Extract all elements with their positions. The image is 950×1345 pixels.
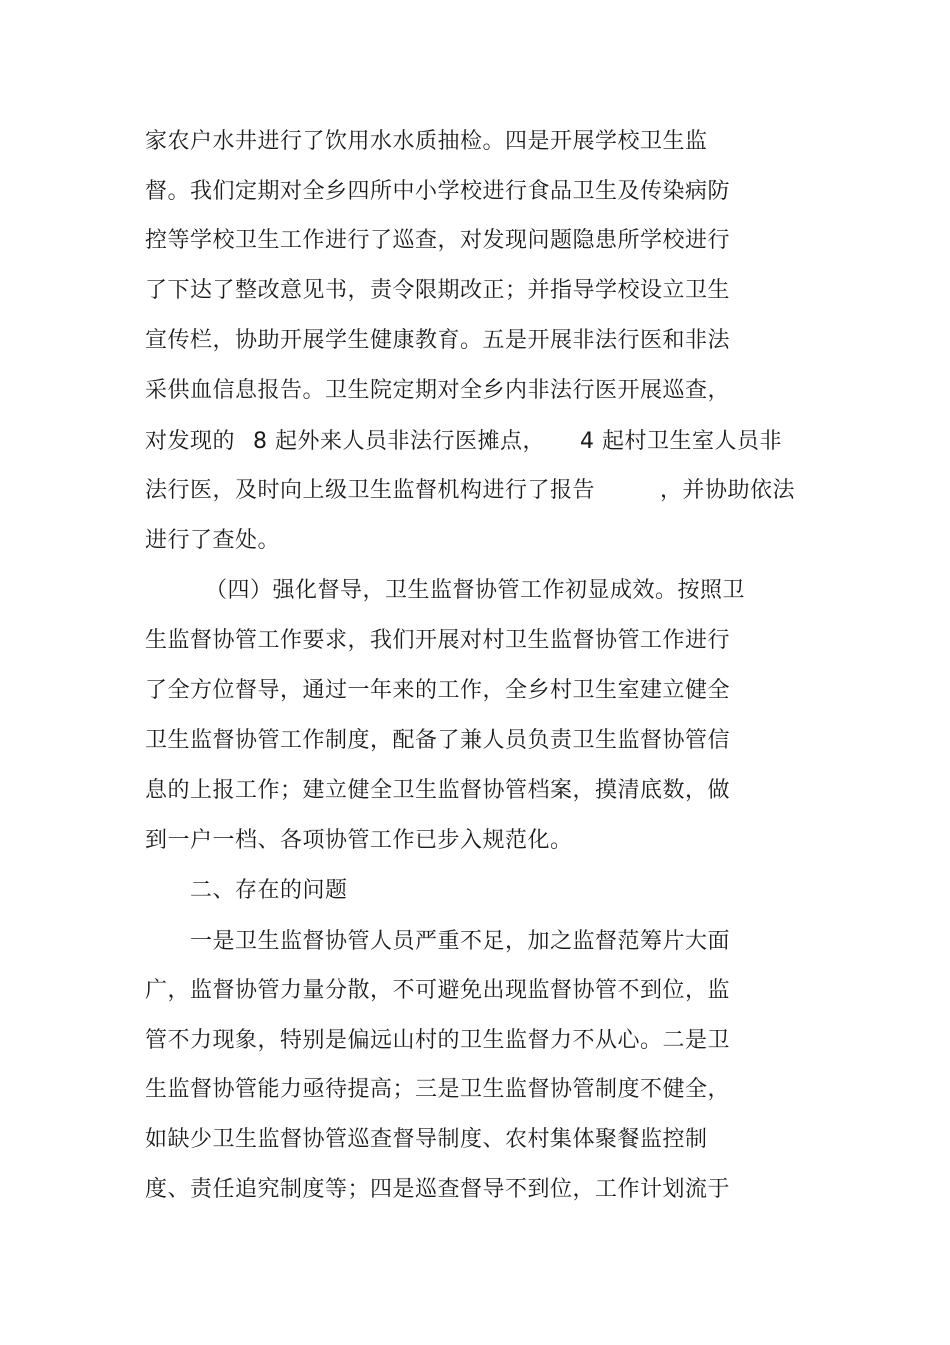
text-line: 广，监督协管力量分散，不可避免出现监督协管不到位，监: [145, 978, 731, 1003]
text-segment: 8 起外来人员非法行医摊点，: [253, 429, 545, 454]
text-line: 进行了查处。: [145, 528, 281, 553]
text-line: 宣传栏，协助开展学生健康教育。五是开展非法行医和非法: [145, 328, 731, 353]
text-line: 一是卫生监督协管人员严重不足，加之监督范筹片大面: [190, 929, 731, 954]
text-line: 生监督协管工作要求，我们开展对村卫生监督协管工作进行: [145, 628, 731, 653]
text-segment: 法行医，及时向上级卫生监督机构进行了报告: [145, 478, 596, 503]
text-line: 卫生监督协管工作制度，配备了兼人员负责卫生监督协管信: [145, 728, 731, 753]
text-line: 了下达了整改意见书，责令限期改正；并指导学校设立卫生: [145, 278, 731, 303]
text-line: 家农户水井进行了饮用水水质抽检。四是开展学校卫生监: [145, 129, 708, 154]
text-line: 度、责任追究制度等；四是巡查督导不到位，工作计划流于: [145, 1177, 731, 1202]
text-segment: ，并协助依法: [660, 478, 796, 503]
text-line: 生监督协管能力亟待提高；三是卫生监督协管制度不健全，: [145, 1077, 731, 1102]
text-line: 采供血信息报告。卫生院定期对全乡内非法行医开展巡查，: [145, 378, 731, 403]
text-segment: 4 起村卫生室人员非: [580, 429, 782, 454]
text-line: 息的上报工作；建立健全卫生监督协管档案，摸清底数，做: [145, 778, 731, 803]
text-segment: 对发现的: [145, 429, 236, 454]
text-line: 如缺少卫生监督协管巡查督导制度、农村集体聚餐监控制: [145, 1127, 708, 1152]
section-heading: 二、存在的问题: [190, 878, 348, 903]
text-line: 督。我们定期对全乡四所中小学校进行食品卫生及传染病防: [145, 179, 731, 204]
text-line: 到一户一档、各项协管工作已步入规范化。: [145, 828, 573, 853]
section-heading-line: （四）强化督导，卫生监督协管工作初显成效。按照卫: [205, 578, 746, 603]
text-line: 控等学校卫生工作进行了巡查，对发现问题隐患所学校进行: [145, 228, 731, 253]
text-line: 管不力现象，特别是偏远山村的卫生监督力不从心。二是卫: [145, 1028, 731, 1053]
text-line-segmented: [145, 427, 805, 457]
text-line-segmented: [145, 476, 805, 506]
text-line: 了全方位督导，通过一年来的工作，全乡村卫生室建立健全: [145, 678, 731, 703]
